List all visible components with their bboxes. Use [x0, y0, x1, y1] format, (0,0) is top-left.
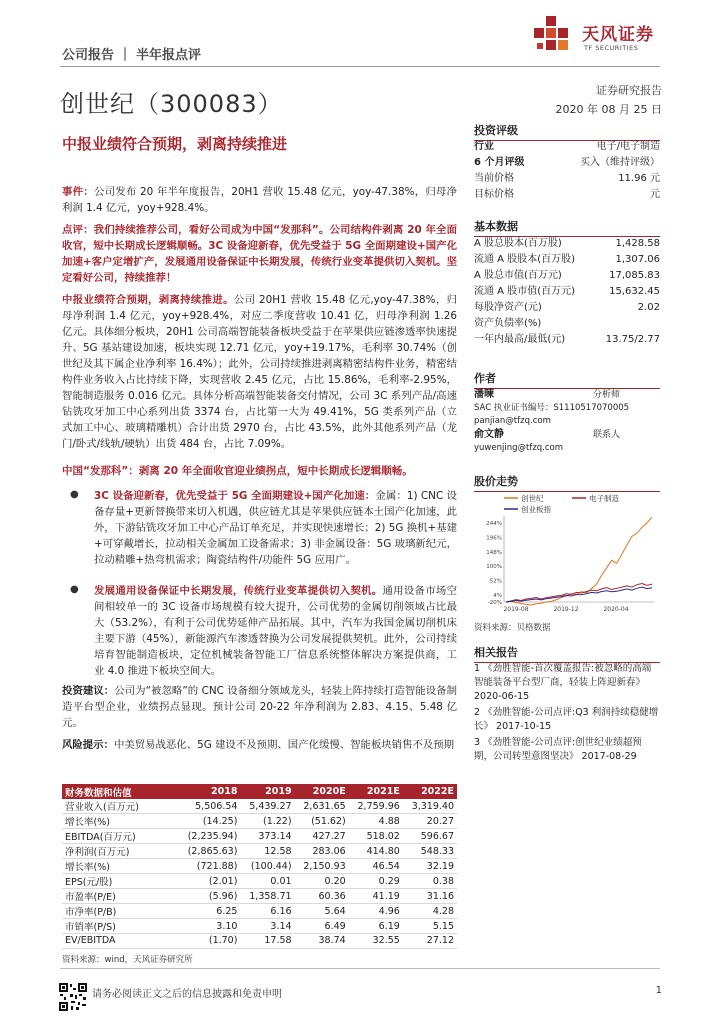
table-cell: 5.64 — [295, 904, 349, 919]
table-row — [62, 859, 457, 874]
risk-label: 风险提示： — [62, 739, 114, 751]
table-header-year: 2018 — [178, 784, 240, 799]
table-cell: 596.67 — [403, 829, 457, 844]
table-cell: (100.44) — [240, 859, 294, 874]
author-block — [474, 388, 660, 455]
table-cell: 60.36 — [295, 889, 349, 904]
kv-value: 17,085.83 — [609, 270, 660, 281]
basic-data-list — [474, 236, 660, 348]
author-1-cert: SAC 执业证书编号：S1110517070005 — [474, 403, 630, 413]
report-date: 2020 年 08 月 25 日 — [555, 103, 662, 116]
basic-data-heading: 基本数据 — [474, 218, 660, 237]
y-tick-label: 100% — [486, 564, 502, 571]
kv-row — [474, 300, 660, 316]
table-cell: 0.38 — [403, 874, 457, 889]
table-row — [62, 904, 457, 919]
author-2-email[interactable]: yuwenjing@tfzq.com — [474, 443, 564, 453]
table-cell: (14.25) — [178, 814, 240, 829]
table-cell: 0.01 — [240, 874, 294, 889]
kv-row — [474, 268, 660, 284]
comment-text: 点评：我们持续推荐公司，看好公司成为中国“发那科”。公司结构件剥离 20 年全面收官，短中长期成长逻辑顺畅。3C 设备迎新春，优先受益于 5G 全面期建设+国产化加速+客户定增扩产，发展通用设备保证中长期发展，传统行业变革提供切入契机。坚定看好公司，持续推荐！ — [62, 224, 457, 284]
financial-table-wrap — [62, 784, 457, 949]
table-header-year: 2019 — [240, 784, 294, 799]
x-tick-label: 2020-04 — [603, 606, 629, 613]
table-cell: 518.02 — [349, 829, 403, 844]
author-1-role: 分析师 — [592, 390, 620, 400]
kv-key: 资产负债率(%) — [474, 318, 542, 329]
qr-code-icon — [58, 982, 88, 1012]
performance-lead: 中报业绩符合预期，剥离持续推进。 — [62, 294, 234, 306]
y-tick-label: 148% — [486, 549, 502, 556]
company-logo — [532, 14, 664, 64]
table-row — [62, 934, 457, 949]
kv-key: 行业 — [474, 141, 494, 152]
table-cell: 17.58 — [240, 934, 294, 949]
table-cell: 3,319.40 — [403, 799, 457, 814]
related-heading: 相关报告 — [474, 644, 660, 663]
x-tick-label: 2019-12 — [553, 606, 579, 613]
price-chart — [474, 490, 660, 618]
author-2-name: 俞文静 — [474, 429, 504, 440]
table-cell: (1.22) — [240, 814, 294, 829]
section-title: 中国“发那科”：剥离 20 年全面收官迎业绩拐点，短中长期成长逻辑顺畅。 — [62, 465, 413, 477]
y-tick-label: 244% — [486, 521, 502, 528]
row-label: 市盈率(P/E) — [62, 889, 178, 904]
bullet-3c — [94, 488, 457, 568]
table-cell: 31.16 — [403, 889, 457, 904]
kv-row — [474, 139, 660, 155]
performance-text: 公司 20H1 营收 15.48 亿元,yoy-47.38%，归母净利润 1.4 亿元，yoy+928.4%，对应二季度营收 10.41 亿，归母净利润 1.26 亿元。具体细分板块，20H1 公司高端智能装备板块受益于在苹果供应链渗透率快速提升、5G 基站建设加速，板块实现 12.71 亿元，yoy+19.17%，毛利率 30.74%（创世纪及其下属企业净利率 16.4%）；此外，公司持续推进剥离精密结构件业务，精密结构件业务收入占比持续下降，实现营收 2.45 亿元，占比 15.86%，毛利率-2.95%，智能制造服务 0.016 亿元。具体分析高端智能装备交付情况，公司 3C 系列产品/高速钻铣攻牙加工中心系列出货 3374 台，占比第一大为 49.41%，5G 类系列产品（立式加工中心、玻璃精雕机）合计出货 2970 台，占比 43.5%，此外其他系列产品（龙门/卧式/线轨/硬轨）出货 484 台，占比 7.09%。 — [62, 294, 458, 450]
row-label: 市销率(P/S) — [62, 919, 178, 934]
author-1-email[interactable]: panjian@tfzq.com — [474, 416, 551, 426]
table-source: 资料来源：wind，天风证券研究所 — [62, 955, 193, 965]
table-cell: (51.62) — [295, 814, 349, 829]
kv-key: 目标价格 — [474, 189, 514, 200]
logo-mark-icon — [532, 14, 576, 58]
table-row — [62, 889, 457, 904]
kv-value: 11.96 元 — [618, 173, 660, 184]
investment-label: 投资建议： — [62, 685, 115, 697]
table-cell: 0.20 — [295, 874, 349, 889]
legend-label: 电子制造 — [589, 494, 619, 503]
table-cell: 5,506.54 — [178, 799, 240, 814]
related-report-link[interactable]: 3 《劲胜智能-公司点评:创世纪业绩超预期，公司转型意图坚决》 2017-08-29 — [474, 737, 642, 762]
kv-value: 13.75/2.77 — [605, 334, 660, 345]
table-cell: 6.19 — [349, 919, 403, 934]
legend-label: 创世纪 — [521, 494, 544, 503]
table-cell: 548.33 — [403, 844, 457, 859]
kv-key: 流通 A 股股本(百万股) — [474, 254, 576, 265]
kv-key: A 股总市值(百万元) — [474, 270, 562, 281]
bullet-general-lead: 发展通用设备保证中长期发展，传统行业变革提供切入契机。 — [94, 585, 383, 597]
author-heading: 作者 — [474, 370, 660, 389]
kv-value: 1,307.06 — [615, 254, 660, 265]
table-cell: 414.80 — [349, 844, 403, 859]
kv-row — [474, 155, 660, 171]
row-label: 增长率(%) — [62, 814, 178, 829]
table-cell: 12.58 — [240, 844, 294, 859]
table-cell: (1.70) — [178, 934, 240, 949]
related-reports — [474, 662, 660, 766]
footer-divider — [60, 968, 660, 969]
table-cell: 373.14 — [240, 829, 294, 844]
report-subtitle: 中报业绩符合预期，剥离持续推进 — [62, 135, 288, 153]
kv-row — [474, 171, 660, 187]
kv-row — [474, 316, 660, 332]
x-tick-label: 2019-08 — [503, 606, 529, 613]
page-number: 1 — [655, 985, 662, 996]
table-cell: 46.54 — [349, 859, 403, 874]
event-paragraph — [62, 184, 457, 216]
series-line — [506, 517, 652, 605]
table-cell: 5,439.27 — [240, 799, 294, 814]
kv-key: 每股净资产(元) — [474, 302, 542, 313]
table-cell: 38.74 — [295, 934, 349, 949]
row-label: EPS(元/股) — [62, 874, 178, 889]
author-2-role: 联系人 — [592, 430, 620, 440]
row-label: 净利润(百万元) — [62, 844, 178, 859]
series-line — [506, 584, 652, 603]
table-cell: (2,235.94) — [178, 829, 240, 844]
kv-row — [474, 236, 660, 252]
table-cell: (5.96) — [178, 889, 240, 904]
comment-paragraph — [62, 222, 457, 286]
report-type: 公司报告 ｜ 半年报点评 — [62, 48, 202, 63]
table-cell: 6.25 — [178, 904, 240, 919]
related-report-link[interactable]: 2 《劲胜智能-公司点评:Q3 利润持续稳健增长》 2017-10-15 — [474, 707, 659, 732]
y-tick-label: 196% — [486, 535, 502, 542]
kv-value: 15,632.45 — [609, 286, 660, 297]
table-row — [62, 844, 457, 859]
disclaimer-text: 请务必阅读正文之后的信息披露和免责申明 — [92, 989, 282, 1000]
table-cell: 6.49 — [295, 919, 349, 934]
kv-row — [474, 187, 660, 203]
table-cell: 20.27 — [403, 814, 457, 829]
table-cell: 0.29 — [349, 874, 403, 889]
table-cell: 32.19 — [403, 859, 457, 874]
kv-value: 1,428.58 — [615, 238, 660, 249]
kv-key: 6 个月评级 — [474, 157, 525, 168]
table-cell: 2,759.96 — [349, 799, 403, 814]
kv-row — [474, 284, 660, 300]
table-cell: 4.96 — [349, 904, 403, 919]
logo-cn: 天风证券 — [582, 25, 654, 45]
page-title: 创世纪（300083） — [60, 90, 283, 118]
bullet-general-text: 通用设备市场空间相较单一的 3C 设备市场规模有较大提升，公司优势的金属切削领域占比最大（53.2%），有利于公司优势延伸产品拓展。其中，汽车为我国金属切削机床主要下游（45%），新能源汽车渗透替换为公司发展提供契机。此外，公司持续培育智能制造板块，定位机械装备智能工厂信息系统整体解决方案提供商，工业 4.0 推进下板块空间大。 — [94, 585, 458, 677]
row-label: EV/EBITDA — [62, 934, 178, 949]
row-label: 增长率(%) — [62, 859, 178, 874]
table-cell: 6.16 — [240, 904, 294, 919]
bullet-general — [94, 583, 457, 679]
table-row — [62, 799, 457, 814]
table-cell: (721.88) — [178, 859, 240, 874]
table-cell: 1,358.71 — [240, 889, 294, 904]
header-divider — [60, 66, 660, 67]
chart-source: 资料来源：贝格数据 — [474, 623, 551, 633]
risk-paragraph — [62, 737, 457, 753]
series-line — [506, 587, 652, 602]
bullet-3c-lead: 3C 设备迎新春，优先受益于 5G 全面期建设+国产化加速： — [94, 490, 376, 502]
table-row — [62, 814, 457, 829]
event-text: 公司发布 20 年半年度报告，20H1 营收 15.48 亿元，yoy-47.38%，归母净利润 1.4 亿元，yoy+928.4%。 — [62, 186, 458, 214]
bullet-dot-icon: ● — [70, 489, 79, 500]
table-cell: 4.88 — [349, 814, 403, 829]
table-cell: 5.15 — [403, 919, 457, 934]
row-label: 市净率(P/B) — [62, 904, 178, 919]
table-cell: 32.55 — [349, 934, 403, 949]
kv-row — [474, 252, 660, 268]
table-cell: 41.19 — [349, 889, 403, 904]
table-cell: 283.06 — [295, 844, 349, 859]
kv-key: 当前价格 — [474, 173, 514, 184]
table-cell: 3.14 — [240, 919, 294, 934]
kv-value: 元 — [650, 189, 660, 200]
kv-value: 电子/电子制造 — [596, 141, 660, 152]
row-label: 营业收入(百万元) — [62, 799, 178, 814]
table-cell: (2.01) — [178, 874, 240, 889]
table-cell: 2,150.93 — [295, 859, 349, 874]
table-cell: 4.28 — [403, 904, 457, 919]
report-kind: 证券研究报告 — [596, 84, 662, 97]
table-row — [62, 919, 457, 934]
table-cell: 2,631.65 — [295, 799, 349, 814]
investment-paragraph — [62, 683, 457, 731]
y-tick-label: -20% — [487, 600, 502, 606]
kv-value: 买入（维持评级） — [580, 157, 660, 168]
investment-text: 公司为“被忽略”的 CNC 设备细分领域龙头，轻装上阵持续打造智能设备制造平台型企业，业绩拐点显现。预计公司 20-22 年净利润为 2.83、4.15、5.48 亿元。 — [62, 685, 457, 729]
y-tick-label: 4% — [493, 592, 502, 599]
kv-key: 一年内最高/最低(元) — [474, 334, 566, 345]
table-header-year: 2021E — [349, 784, 403, 799]
row-label: EBITDA(百万元) — [62, 829, 178, 844]
table-row — [62, 829, 457, 844]
author-1-name: 潘暕 — [474, 389, 494, 400]
table-header-year: 2022E — [403, 784, 457, 799]
table-cell: 27.12 — [403, 934, 457, 949]
table-cell: 427.27 — [295, 829, 349, 844]
event-label: 事件： — [62, 186, 94, 198]
kv-value: 2.02 — [637, 302, 660, 313]
bullet-dot-icon: ● — [70, 584, 79, 595]
performance-paragraph — [62, 292, 457, 452]
price-chart-svg — [474, 490, 660, 618]
related-report-link[interactable]: 1 《劲胜智能-首次覆盖报告:被忽略的高端智能装备平台型厂商，轻装上阵迎新春》 2020-06-15 — [474, 663, 652, 702]
rating-heading: 投资评级 — [474, 122, 660, 141]
legend-label: 创业板指 — [521, 505, 551, 514]
kv-row — [474, 332, 660, 348]
logo-en: TF SECURITIES — [584, 44, 639, 52]
financial-table — [62, 784, 457, 949]
table-header-year: 2020E — [295, 784, 349, 799]
kv-key: 流通 A 股市值(百万元) — [474, 286, 576, 297]
table-cell: 3.10 — [178, 919, 240, 934]
table-row — [62, 874, 457, 889]
rating-list — [474, 139, 660, 203]
risk-text: 中美贸易战恶化、5G 建设不及预期、国产化缓慢、智能板块销售不及预期 — [113, 739, 455, 751]
table-header-label: 财务数据和估值 — [62, 784, 178, 799]
bullet-3c-text: 金属：1) CNC 设备存量+更新替换带来切入机遇，供应链尤其是苹果供应链本土国产化加速，此外，下游钻铣攻牙加工中心产品订单充足，并实现快速增长；2) 5G 换机+基建+可穿戴增长，拉动相关金属加工设备需求；3) 非金属设备：5G 玻璃新纪元，拉动精雕+热弯机需求；陶瓷结构件/功能件 5G 应用广。 — [94, 490, 457, 566]
table-cell: (2,865.63) — [178, 844, 240, 859]
price-chart-heading: 股价走势 — [474, 473, 660, 492]
kv-key: A 股总股本(百万股) — [474, 238, 562, 249]
y-tick-label: 52% — [489, 578, 502, 585]
